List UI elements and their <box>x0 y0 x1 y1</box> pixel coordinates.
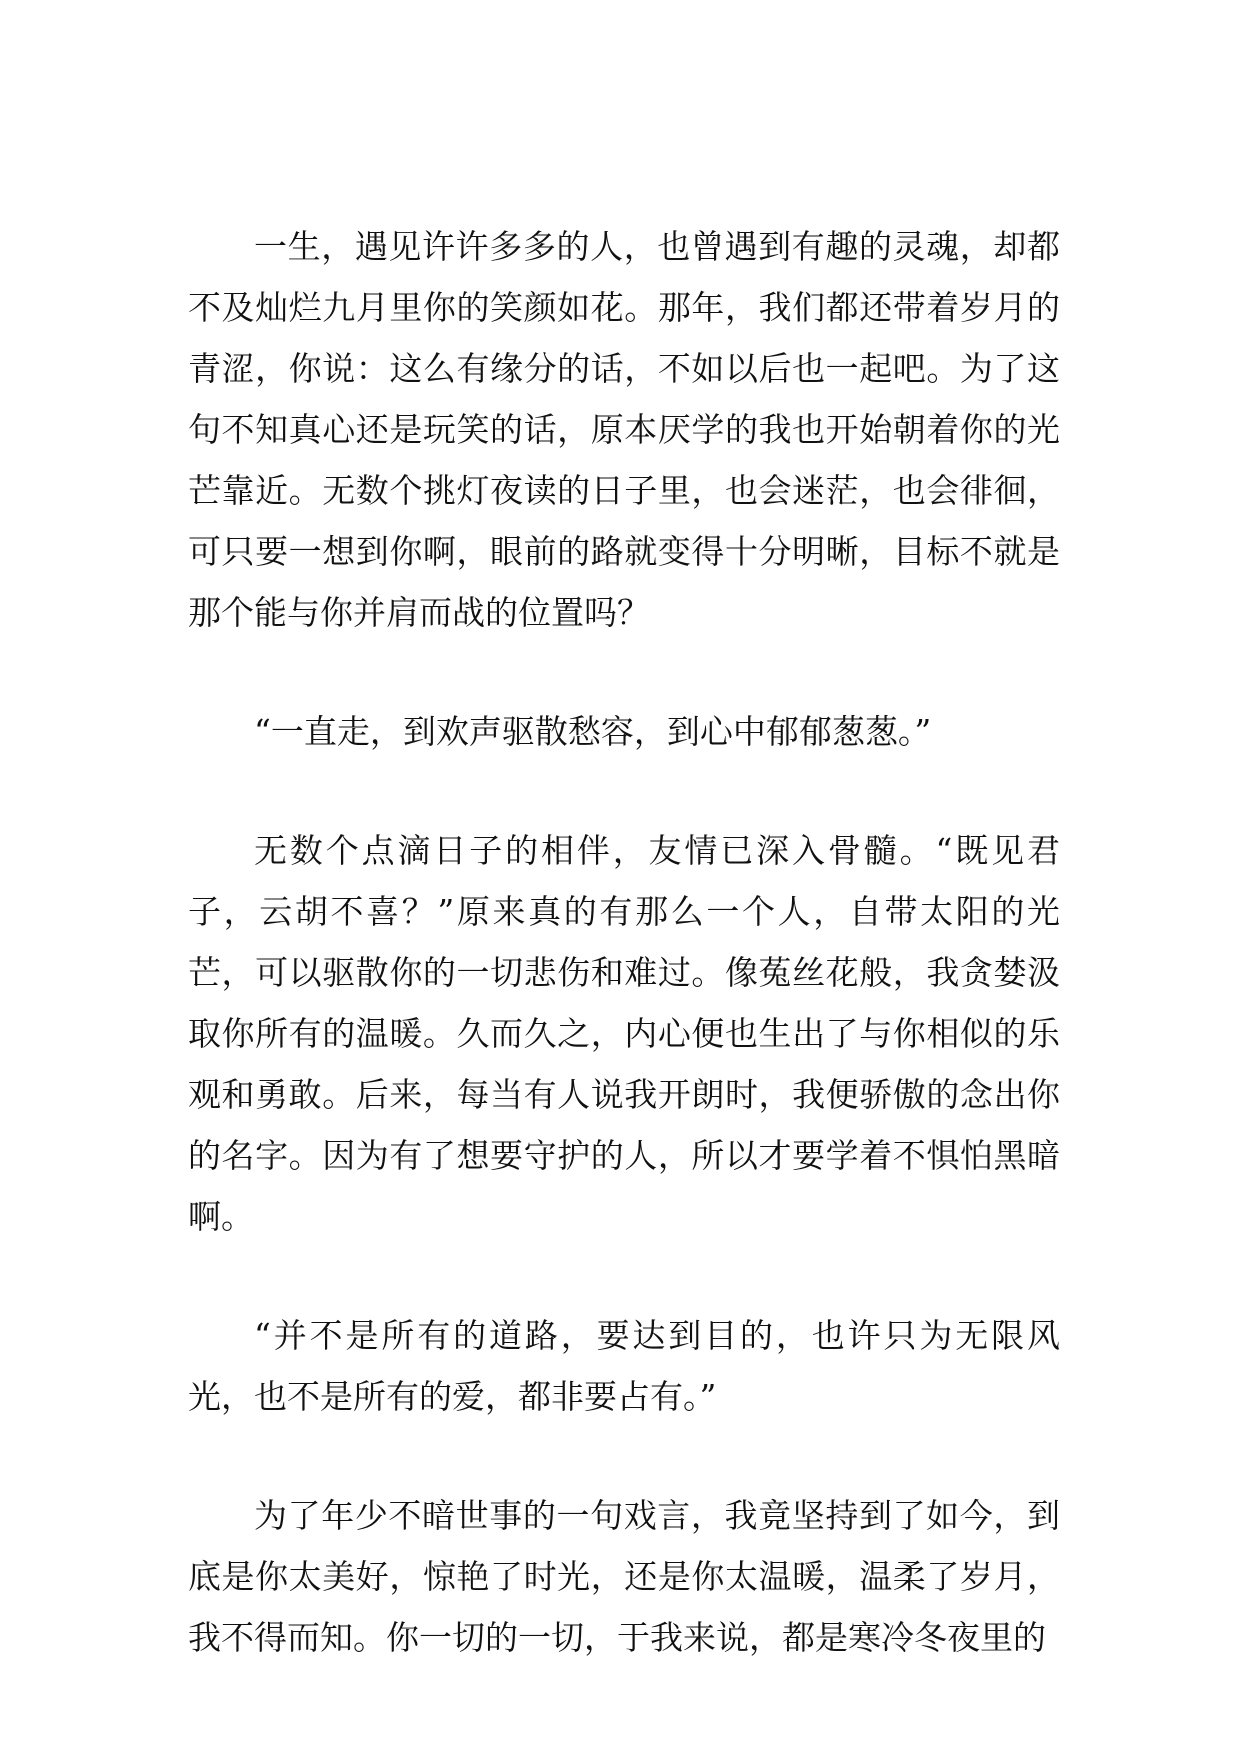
paragraph-gap <box>188 1247 1060 1305</box>
paragraph-1: 一生，遇见许许多多的人，也曾遇到有趣的灵魂，却都不及灿烂九月里你的笑颜如花。那年，我们都还带着岁月的青涩，你说：这么有缘分的话，不如以后也一起吧。为了这句不知真心还是玩笑的话，原本厌学的我也开始朝着你的光芒靠近。无数个挑灯夜读的日子里，也会迷茫，也会徘徊，可只要一想到你啊，眼前的路就变得十分明晰，目标不就是那个能与你并肩而战的位置吗？ <box>188 227 1060 632</box>
paragraph-gap <box>188 643 1060 701</box>
paragraph-gap <box>188 1427 1060 1485</box>
paragraph-2: 无数个点滴日子的相伴，友情已深入骨髓。“既见君子，云胡不喜？”原来真的有那么一个人，自带太阳的光芒，可以驱散你的一切悲伤和难过。像菟丝花般，我贪婪汲取你所有的温暖。久而久之，内心便也生出了与你相似的乐观和勇敢。后来，每当有人说我开朗时，我便骄傲的念出你的名字。因为有了想要守护的人，所以才要学着不惧怕黑暗啊。 <box>188 831 1060 1236</box>
quote-2: “并不是所有的道路，要达到目的，也许只为无限风光，也不是所有的爱，都非要占有。” <box>188 1316 1060 1416</box>
paragraph-gap <box>188 762 1060 820</box>
quote-1: “一直走，到欢声驱散愁容，到心中郁郁葱葱。” <box>254 712 932 751</box>
document-body <box>188 216 1060 1668</box>
paragraph-3: 为了年少不暗世事的一句戏言，我竟坚持到了如今，到底是你太美好，惊艳了时光，还是你太温暖，温柔了岁月，我不得而知。你一切的一切，于我来说，都是寒冷冬夜里的 <box>188 1496 1060 1657</box>
